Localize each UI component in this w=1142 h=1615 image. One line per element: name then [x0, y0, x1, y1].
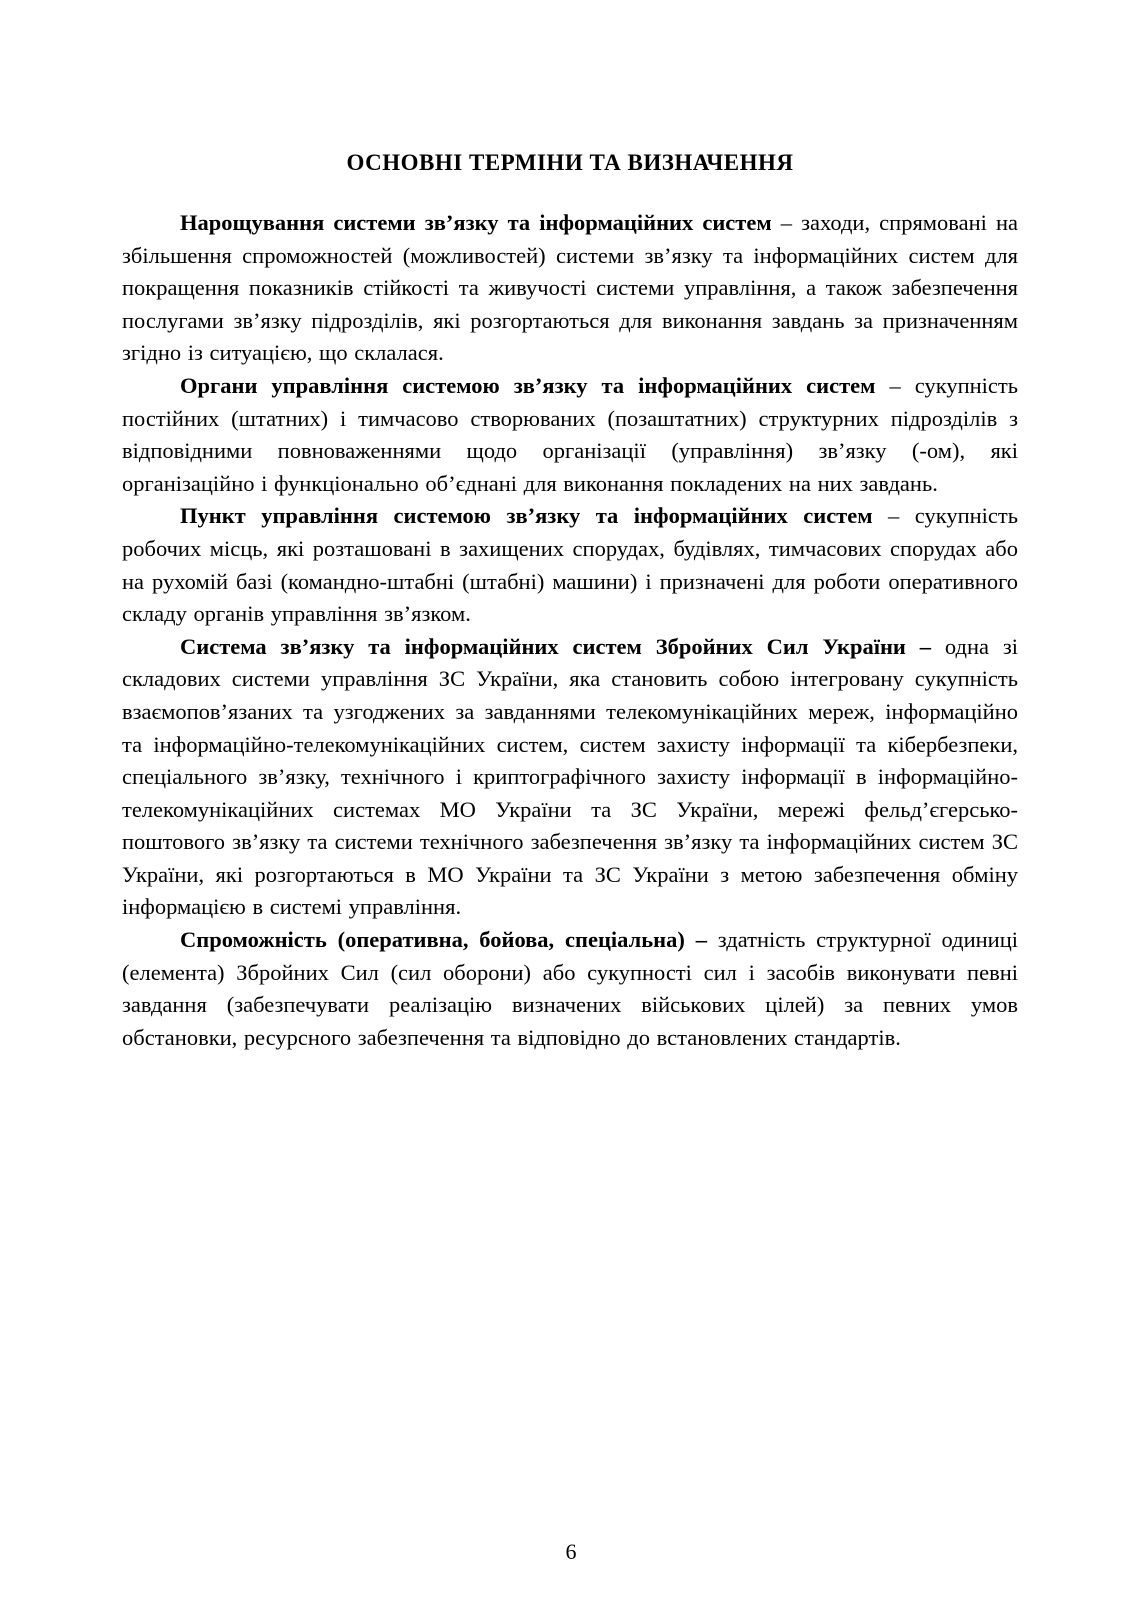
paragraph-term-4: [122, 631, 1018, 924]
paragraph-term-1: [122, 207, 1018, 370]
term-name: Пункт управління системою зв’язку та інформаційних систем: [180, 503, 873, 529]
term-name: Нарощування системи зв’язку та інформаційних систем: [180, 210, 772, 235]
term-definition: – сукупність робочих місць, які розташовані в захищених спорудах, будівлях, тимчасових спорудах або на рухомій базі (командно-штабні (штабні) машини) і призначені для роботи оперативного складу органів управління зв’язком.: [122, 503, 1018, 627]
term-name: Система зв’язку та інформаційних систем Збройних Сил України –: [180, 633, 932, 659]
paragraph-term-2: [122, 370, 1018, 500]
term-definition: – сукупність постійних (штатних) і тимчасово створюваних (позаштатних) структурних підрозділів з відповідними повноваженнями щодо організації (управління) зв’язку (-ом), які організаційно і функціонально об’єднані для виконання покладених на них завдань.: [122, 372, 1019, 496]
paragraph-term-5: [122, 924, 1018, 1054]
term-definition: здатність структурної одиниці (елемента) Збройних Сил (сил оборони) або сукупності сил і засобів виконувати певні завдання (забезпечувати реалізацію визначених військових цілей) за певних умов обстановки, ресурсного забезпечення та відповідно до встановлених стандартів.: [122, 927, 1018, 1050]
term-name: Органи управління системою зв’язку та інформаційних систем: [180, 372, 876, 398]
page-title: ОСНОВНІ ТЕРМІНИ ТА ВИЗНАЧЕННЯ: [346, 150, 794, 175]
term-definition: одна зі складових системи управління ЗС України, яка становить собою інтегровану сукупність взаємопов’язаних та узгоджених за завданнями телекомунікаційних мереж, інформаційно та інформаційно-телекомунікаційних систем, систем захисту інформації та кібербезпеки, спеціального зв’язку, технічного і криптографічного захисту інформації в інформаційно-телекомунікаційних системах МО України та ЗС України, мережі фельд’єгерсько-поштового зв’язку та системи технічного забезпечення зв’язку та інформаційних систем ЗС України, які розгортаються в МО України та ЗС України з метою забезпечення обміну інформацією в системі управління.: [122, 633, 1019, 920]
page-number: 6: [565, 1539, 577, 1564]
term-definition: – заходи, спрямовані на збільшення спроможностей (можливостей) системи зв’язку та інформаційних систем для покращення показників стійкості та живучості системи управління, а також забезпечення послугами зв’язку підрозділів, які розгортаються для виконання завдань за призначенням згідно із ситуацією, що склалася.: [122, 210, 1019, 366]
paragraph-term-3: [122, 500, 1018, 630]
term-name: Спроможність (оперативна, бойова, спеціальна) –: [180, 927, 707, 953]
